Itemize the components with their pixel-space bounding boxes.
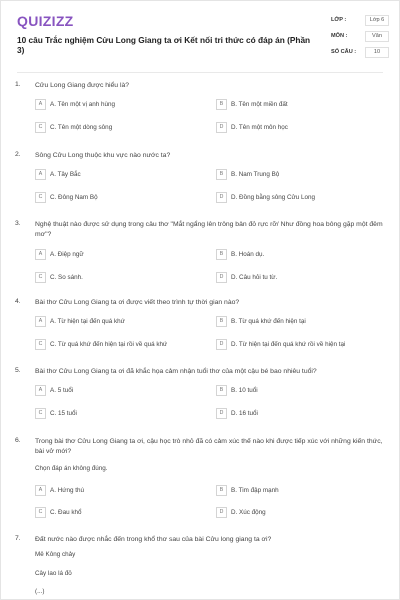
option-label: C. Đông Nam Bộ [50,193,98,201]
option-label: B. Tim đập mạnh [231,486,279,494]
option-letter: B [216,385,227,396]
option-letter: B [216,169,227,180]
option-letter: D [216,507,227,518]
option-letter: C [35,122,46,133]
meta-subject-key: MÔN : [331,33,348,39]
option-letter: A [35,169,46,180]
option-letter: D [216,408,227,419]
option-letter: B [216,99,227,110]
option-label: A. Tây Bắc [50,170,81,178]
option-label: A. 5 tuổi [50,386,74,394]
option-label: C. Từ quá khứ đến hiện tại rồi về quá khứ [50,340,168,348]
option-letter: D [216,272,227,283]
meta-count-value: 10 [365,47,389,58]
question-text: Nghệ thuật nào được sử dụng trong câu thơ "Mắt ngẩng lên trông bản đỏ rực rỡ/ Như đồng hoa bông gặp một đêm mơ"? [35,221,383,238]
option-label: C. Đau khổ [50,508,82,516]
option-label: C. So sánh. [50,273,83,281]
option-label: D. Đồng bằng sông Cửu Long [231,193,316,201]
option-label: C. Tên một dòng sông [50,123,113,131]
option-label: A. Tên một vị anh hùng [50,100,115,108]
option-letter: C [35,408,46,419]
option-letter: D [216,192,227,203]
meta-grade-key: LỚP : [331,17,347,23]
question-instruction: Chọn đáp án không đúng. [35,465,108,472]
question-number: 3. [15,220,21,227]
question-number: 7. [15,535,21,542]
option-letter: D [216,339,227,350]
quizizz-logo: QUIZIZZ [17,13,74,29]
option-label: C. 15 tuổi [50,409,77,417]
option-label: B. 10 tuổi [231,386,258,394]
question-text: Trong bài thơ Cửu Long Giang ta ơi, cậu học trò nhỏ đã có cảm xúc thế nào khi được tiếp xúc với những kiến thức, bài vở mới? [35,438,383,455]
option-label: D. 16 tuổi [231,409,258,417]
question-text: Đất nước nào được nhắc đến trong khổ thơ sau của bài Cửu long giang ta ơi? [35,536,272,543]
meta-subject-value: Văn [365,31,389,42]
option-label: B. Hoán dụ. [231,250,265,258]
poem-line: (...) [35,588,45,595]
option-letter: C [35,272,46,283]
option-label: B. Từ quá khứ đến hiện tại [231,317,306,325]
option-label: D. Câu hỏi tu từ. [231,273,278,281]
option-label: A. Hứng thú [50,486,84,494]
option-letter: C [35,507,46,518]
option-letter: B [216,316,227,327]
question-text: Bài thơ Cửu Long Giang ta ơi được viết theo trình tự thời gian nào? [35,299,240,306]
meta-grade-value: Lớp 6 [365,15,389,26]
option-label: D. Từ hiện tại đến quá khứ rồi về hiện tại [231,340,346,348]
question-number: 4. [15,298,21,305]
question-number: 2. [15,151,21,158]
option-letter: C [35,339,46,350]
page-title: 10 câu Trắc nghiệm Cửu Long Giang ta ơi Kết nối tri thức có đáp án (Phần 3) [17,35,311,55]
option-letter: D [216,122,227,133]
option-label: B. Nam Trung Bộ [231,170,280,178]
option-letter: B [216,249,227,260]
header-divider [17,72,383,73]
question-number: 5. [15,367,21,374]
poem-line: Cây lao lá đỏ [35,570,72,577]
option-letter: A [35,316,46,327]
meta-count-key: SỐ CÂU : [331,49,357,55]
option-letter: A [35,99,46,110]
worksheet-header [1,1,400,65]
question-number: 6. [15,437,21,444]
option-label: B. Tên một miền đất [231,100,288,108]
option-letter: B [216,485,227,496]
option-letter: C [35,192,46,203]
question-text: Bài thơ Cửu Long Giang ta ơi đã khắc họa cảm nhận tuổi thơ của một cậu bé bao nhiêu tuổi? [35,368,317,375]
option-label: A. Từ hiện tại đến quá khứ [50,317,125,325]
option-letter: A [35,249,46,260]
question-text: Cửu Long Giang được hiểu là? [35,82,130,89]
question-text: Sông Cửu Long thuộc khu vực nào nước ta? [35,152,171,159]
option-label: D. Tên một môn học [231,123,288,131]
option-label: D. Xúc động [231,508,266,516]
option-letter: A [35,485,46,496]
poem-line: Mê Kông chảy [35,551,76,558]
option-label: A. Điệp ngữ [50,250,84,258]
question-number: 1. [15,81,21,88]
option-letter: A [35,385,46,396]
